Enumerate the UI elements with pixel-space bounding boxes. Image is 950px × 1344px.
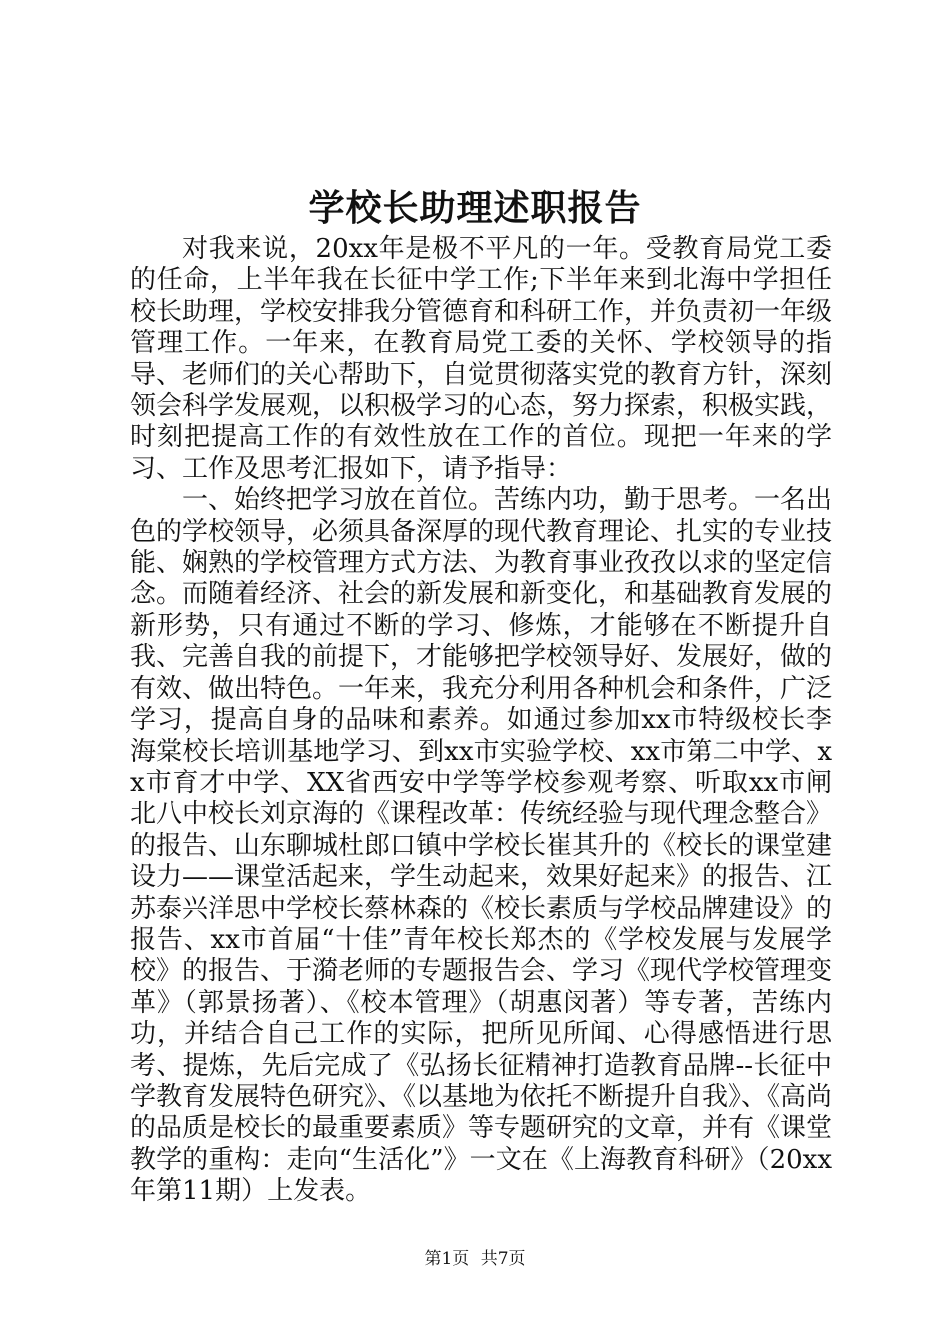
page-number: 第1页 <box>424 1249 470 1269</box>
page-total: 共7页 <box>480 1249 526 1269</box>
document-body <box>130 234 832 1208</box>
paragraph-section-one: 一、始终把学习放在首位。苦练内功，勤于思考。一名出色的学校领导，必须具备深厚的现代教育理论、扎实的专业技能、娴熟的学校管理方式方法、为教育事业孜孜以求的坚定信念。而随着经济、社会的新发展和新变化，和基础教育发展的新形势，只有通过不断的学习、修炼，才能够在不断提升自我、完善自我的前提下，才能够把学校领导好、发展好，做的有效、做出特色。一年来，我充分利用各种机会和条件，广泛学习，提高自身的品味和素养。如通过参加xx市特级校长李海棠校长培训基地学习、到xx市实验学校、xx市第二中学、xx市育才中学、XX省西安中学等学校参观考察、听取xx市闸北八中校长刘京海的《课程改革：传统经验与现代理念整合》的报告、山东聊城杜郎口镇中学校长崔其升的《校长的课堂建设力——课堂活起来，学生动起来，效果好起来》的报告、江苏泰兴洋思中学校长蔡林森的《校长素质与学校品牌建设》的报告、xx市首届“十佳”青年校长郑杰的《学校发展与发展学校》的报告、于漪老师的专题报告会、学习《现代学校管理变革》（郭景扬著）、《校本管理》（胡惠闵著）等专著，苦练内功，并结合自己工作的实际，把所见所闻、心得感悟进行思考、提炼，先后完成了《弘扬长征精神打造教育品牌--长征中学教育发展特色研究》、《以基地为依托不断提升自我》、《高尚的品质是校长的最重要素质》等专题研究的文章，并有《课堂教学的重构：走向“生活化”》一文在《上海教育科研》（20xx年第11期）上发表。 <box>130 485 833 1207</box>
document-title: 学校长助理述职报告 <box>308 187 642 229</box>
paragraph-intro: 对我来说，20xx年是极不平凡的一年。受教育局党工委的任命，上半年我在长征中学工作;下半年来到北海中学担任校长助理，学校安排我分管德育和科研工作，并负责初一年级管理工作。一年来，在教育局党工委的关怀、学校领导的指导、老师们的关心帮助下，自觉贯彻落实党的教育方针，深刻领会科学发展观，以积极学习的心态，努力探索，积极实践，时刻把提高工作的有效性放在工作的首位。现把一年来的学习、工作及思考汇报如下，请予指导： <box>130 234 833 484</box>
page-footer <box>0 1247 950 1271</box>
